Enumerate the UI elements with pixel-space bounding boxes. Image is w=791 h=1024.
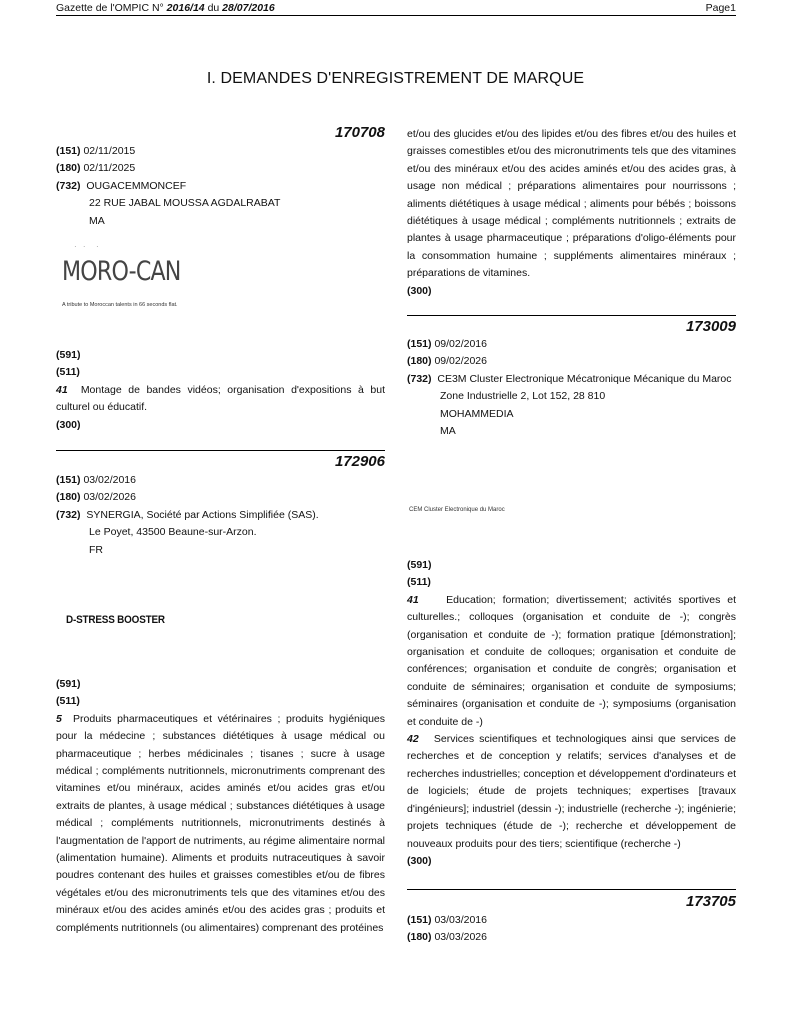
entry-number: 173705 <box>685 893 736 910</box>
word-mark: D-STRESS BOOSTER <box>66 614 165 626</box>
entry-172906-continuation: et/ou des glucides et/ou des lipides et/ou des fibres et/ou des huiles et graisses comestibles et/ou des micronutriments tels que des vitamines et/ou des minéraux et/ou des acides aminés et/ou des acides gras, à usage non médical ; préparations alimentaires pour nourrissons ; aliments diététiques à usage médical ; aliments pour bébés ; boissons diététiques à usage médical ; compléments nutritionnels ; extraits de plantes à usage pharmaceutique ; préparations d'oligo-éléments pour la consommation humaine ; suppléments alimentaires minéraux ; préparations de vitamines. (300) <box>407 128 736 297</box>
entry-173705-details: (151) 03/03/2016 (180) 03/03/2026 <box>407 914 487 944</box>
entry-172906-details: (151) 03/02/2016 (180) 03/02/2026 (732) SYNERGIA, Société par Actions Simplifiée (SAS). Le Poyet, 43500 Beaune-sur-Arzon. FR <box>56 474 319 556</box>
gazette-header <box>56 2 736 16</box>
logo-text: MORO-CAN <box>62 256 181 288</box>
separator <box>56 450 385 451</box>
separator <box>407 889 736 890</box>
owner-name: CE3M Cluster Electronique Mécatronique Mécanique du Maroc <box>437 372 732 385</box>
page-title: I. DEMANDES D'ENREGISTREMENT DE MARQUE <box>206 70 585 87</box>
entry-172906-classes: (591) (511) 5 Produits pharmaceutiques et vétérinaires ; produits hygiéniques pour la médecine ; substances diététiques à usage médical ou pharmaceutique ; herbes médicinales ; tisanes ; sucre à usage médical ; compléments nutritionnels, micronutriments comprenant des vitamines et/ou minéraux, acides aminés et/ou acides gras et/ou extraits de plantes, à usage médical ; substances diététiques à usage médical ; compléments nutritionnels, micronutriments destinés à l'augmentation de l'apport de nutriments, au régime alimentaire normal (alimentation humaine). Aliments et produits nutraceutiques à savoir poudres contenant des huiles et graisses comestibles et/ou de fibres végétales et/ou des micronutriments tels que des vitamines et/ou des minéraux et/ou des acides aminés et/ou des acides gras ; produits et compléments nutritionnels (ou alimentaires) comprenant des protéines <box>56 678 385 934</box>
entry-number: 172906 <box>334 453 385 470</box>
entry-173009-details: (151) 09/02/2016 (180) 09/02/2026 (732) CE3M Cluster Electronique Mécatronique Mécanique du Maroc Zone Industrielle 2, Lot 152, 28 810 MOHAMMEDIA MA <box>407 338 732 438</box>
entry-170708-classes: (591) (511) 41 Montage de bandes vidéos; organisation d'expositions à but culturel ou éducatif. (300) <box>56 349 385 431</box>
separator <box>407 315 736 316</box>
cem-logo-text: CEM Cluster Electronique du Maroc <box>409 507 505 513</box>
entry-170708-details: (151) 02/11/2015 (180) 02/11/2025 (732) OUGACEMMONCEF 22 RUE JABAL MOUSSA AGDALRABAT MA <box>56 145 281 227</box>
gazette-reference: Gazette de l'OMPIC N° 2016/14 du 28/07/2016 <box>56 2 275 14</box>
entry-number: 173009 <box>685 318 736 335</box>
entry-173009-classes: (591) (511) 41 Education; formation; divertissement; activités sportives et culturelles.; colloques (organisation et conduite de -); congrès (organisation et conduite de -); formation pratique [démonstration]; organisation et conduite de colloques; organisation et conduite de conférences; organisation et conduite de congrès; organisation et conduite de séminaires; organisation et conduite de symposiums; séminaires (organisation et conduite de -); symposiums (organisation et conduite de -) 42 Services scientifiques et technologiques ainsi que services de recherches et de conception y relatifs; services d'analyses et de recherches industrielles; conception et développement d'ordinateurs et de logiciels; étude de projets techniques; expertises [travaux d'ingénieurs]; industriel (dessin -); industrielle (recherche -); ingénierie; projets techniques (étude de -); recherche et développement de nouveaux produits pour des tiers; scientifique (recherche -) (300) <box>407 559 736 867</box>
logo-subtitle: A tribute to Moroccan talents in 66 seconds flat. <box>62 302 178 309</box>
page-number: Page1 <box>705 2 736 14</box>
moro-can-logo: · · · MORO-CAN A tribute to Moroccan talents in 66 seconds flat. <box>62 238 207 315</box>
owner-name: OUGACEMMONCEF <box>86 179 187 192</box>
entry-number: 170708 <box>334 124 385 141</box>
owner-name: SYNERGIA, Société par Actions Simplifiée (SAS). <box>86 508 319 521</box>
